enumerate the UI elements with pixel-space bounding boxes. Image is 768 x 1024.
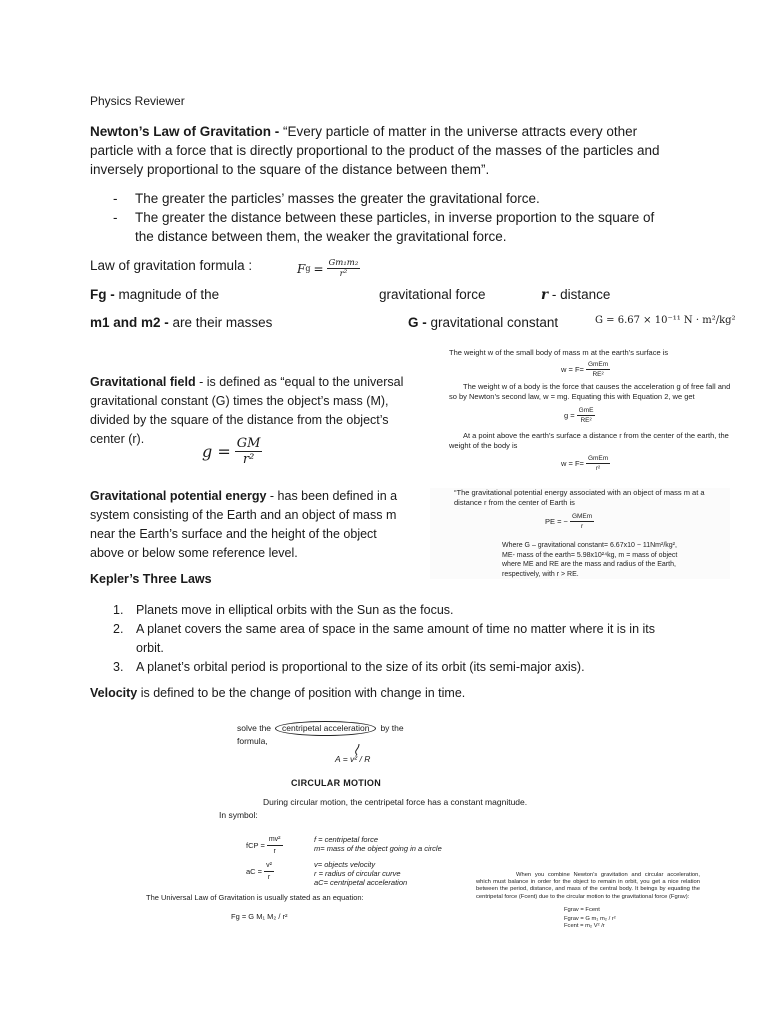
g-constant-value: G = 6.67 × 10⁻¹¹ N · m²/kg² [595,315,736,326]
newton-heading: Newton’s Law of Gravitation - [90,124,280,139]
g-constant-line: G - gravitational constant [408,315,559,330]
weight-eq3: w = F = $\frac{\text{GmEm}}{\text{r²}}$ [561,455,609,472]
bullet-text: The greater the particles’ masses the greater the gravitational force. [135,191,540,206]
field-formula: g = $\frac{GM}{\text{r²}}$ [202,436,261,467]
circular-intro: During circular motion, the centripetal force has a constant magnitude. [263,797,528,807]
potential-energy-excerpt: “The gravitational potential energy associated with an object of mass m at a distance r from the center of Earth is PE = − $\frac{\text{GMEm}}{r}$ Where G – gravitational constant= 6.67x10 − 11Nm²/kg², ME- mass of the earth= 5.98x10²⁴kg, m = mass of object where ME and RE are the mass and radius of the Earth, respectively, with r > RE. [430,488,730,579]
centripetal-snippet: solve the centripetal acceleration by the formula, A = v² / R [237,723,404,764]
kepler-heading: Kepler’s Three Laws [90,572,212,586]
kepler-list [113,601,673,677]
circular-motion-block: CIRCULAR MOTION During circular motion, the centripetal force has a constant magnitude. In symbol: fCP = $\frac{\text{mv²}}{r}$ f = centripetal force m= mass of the object going in a circle aC = $\frac{\text{v²}}{r}$ v= objects velocity r = radius of circular curve aC= centripetal acceleration The Universal Law of Gravitation is usually stated as an equation: Fg = G M₁ M₂ / r² [146,778,566,821]
universal-law-line: The Universal Law of Gravitation is usually stated as an equation: [146,893,364,902]
r-definition: r - distance [541,287,611,303]
gravitational-field-paragraph: Gravitational field - is defined as “equal to the universal gravitational constant (G) times the object’s mass (M), divided by the square of the distance from the object’s center (r). [90,375,404,446]
list-item: 1. Planets move in elliptical orbits with the Sun as the focus. [113,603,454,617]
pe-formula: PE = − $\frac{\text{GMEm}}{r}$ [545,513,593,530]
fcp-definitions: f = centripetal force m= mass of the object going in a circle [314,835,442,853]
fcp-formula: fCP = $\frac{\text{mv²}}{r}$ [246,836,281,855]
arrow-icon [349,744,369,756]
weight-excerpt: The weight w of the small body of mass m at the earth’s surface is w = F = $\frac{\text{GmEm}}{\text{RE²}}$ The weight w of a body is the force that causes the acceleration g of free fall and so by Newton’s second law, w = mg. Equating this with Equation 2, we get g = $\frac{\text{GmE}}{\text{RE²}}$ At a point above the earth’s surface a distance r from the center of the earth, the weight of the body is w = F = $\frac{\text{GmEm}}{\text{r²}}$ [449,348,731,472]
weight-eq2: g = $\frac{\text{GmE}}{\text{RE²}}$ [564,407,594,424]
newton-definition: “Every particle of matter in the universe attracts every other particle with a force that is directly proportional to the product of the masses of the particles and inversely proportional to the square of the distance between them”. [90,124,660,177]
bullet-item: - The greater the distance between these particles, in inverse proportion to the square of the distance between them, the weaker the gravitational force. [113,208,658,246]
circled-term: centripetal acceleration [275,721,376,736]
ac-formula: aC = $\frac{\text{v²}}{r}$ [246,862,272,881]
orbit-combine-snippet: When you combine Newton’s gravitation and circular acceleration, which must balance in order for the object to remain in orbit, you get a nice relation between the period, distance, and mass of the central body. It beings by equating the centripetal force (Fcent) due to the circular motion to the gravitational force (Fgrav): Fgrav = Fcent Fgrav = G m₁ m₂ / r² Fcent = m₂ V² /r [476,872,700,930]
fg-equation: Fg = G M₁ M₂ / r² [231,912,288,921]
newton-bullets [113,189,658,246]
fg-line: Fg - magnitude of the [90,287,220,302]
circular-motion-title: CIRCULAR MOTION [291,778,381,788]
formula-label: Law of gravitation formula : [90,258,253,273]
newton-paragraph [90,122,665,179]
ac-definitions: v= objects velocity r = radius of circular curve aC= centripetal acceleration [314,860,408,887]
page-title: Physics Reviewer [90,94,185,108]
fg-line-cont: gravitational force [379,287,486,302]
velocity-line: Velocity is defined to be the change of position with change in time. [90,686,466,700]
pe-where: Where G – gravitational constant= 6.67x10 − 11Nm²/kg², ME- mass of the earth= 5.98x10²⁴kg, m = mass of object where ME and RE are the mass and radius of the Earth, respectively, with r > RE. [502,542,678,578]
list-item: 2. A planet covers the same area of space in the same amount of time no matter where it is in its orbit. [113,622,656,655]
bullet-item: - The greater the particles’ masses the greater the gravitational force. [113,191,540,206]
potential-energy-paragraph: Gravitational potential energy - has been defined in a system consisting of the Earth and an object of mass m near the Earth’s surface and the height of the object above or below some reference level. [90,489,398,560]
weight-eq1: w = F = $\frac{\text{GmEm}}{\text{RE²}}$ [561,361,609,378]
list-item: 3. A planet’s orbital period is proportional to the size of its orbit (its semi-major axis). [113,660,585,674]
masses-line: m1 and m2 - are their masses [90,315,273,330]
gravitation-formula: F g = $\frac{\text{Gm₁m₂}}{\text{r²}}$ [297,258,359,279]
bullet-text: The greater the distance between these particles, in inverse proportion to the square of the distance between them, the weaker the gravitational force. [135,210,655,244]
